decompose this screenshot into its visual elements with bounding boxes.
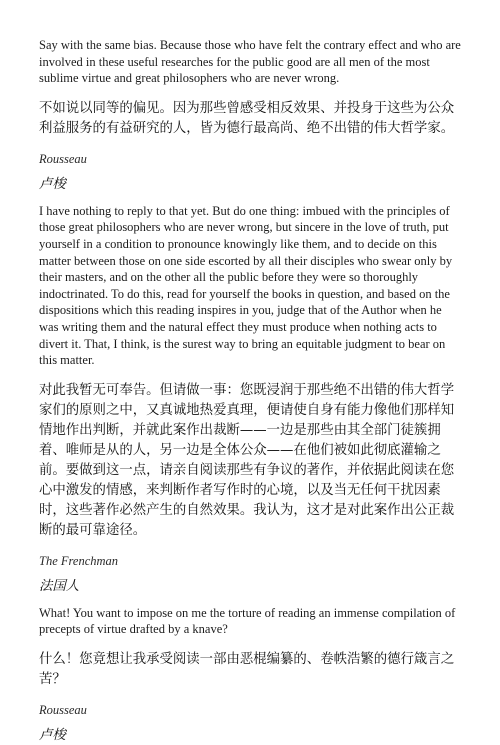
- speaker-name-chinese: 卢梭: [39, 176, 66, 192]
- english-paragraph: Say with the same bias. Because those who have felt the contrary effect and who are involved in these useful researches for the public good are all men of the most sublime virtue and great philosophers who are never wrong.: [39, 38, 461, 86]
- speaker-name-chinese: 卢梭: [39, 727, 66, 743]
- english-paragraph: I have nothing to reply to that yet. But do one thing: imbued with the principles of those great philosophers who are never wrong, but sincere in the love of truth, put yourself in a condition to pronounce knowingly like them, and to decide on this matter between those on one side escorted by all their disciples who swear only by their masters, and on the other all the public before they were so thoroughly indoctrinated. To do this, read for yourself the books in question, and based on the dispositions which this reading inspires in you, judge that of the Author when he was writing them and the natural effect they must produce when nothing acts to divert it. That, I think, is the surest way to bring an equitable judgment to bear on this matter.: [39, 203, 453, 368]
- speaker-name-english: Rousseau: [39, 702, 87, 717]
- chinese-paragraph: 不如说以同等的偏见。因为那些曾感受相反效果、并投身于这些为公众利益服务的有益研究的人，皆为德行最高尚、绝不出错的伟大哲学家。: [39, 100, 455, 136]
- speaker-name-chinese: 法国人: [39, 578, 80, 594]
- speaker-name-english: Rousseau: [39, 151, 87, 166]
- speaker-name-english: The Frenchman: [39, 553, 119, 568]
- chinese-paragraph: 什么！您竟想让我承受阅读一部由恶棍编纂的、卷帙浩繁的德行箴言之苦？: [39, 651, 455, 687]
- document-page: [39, 37, 463, 745]
- english-paragraph: What! You want to impose on me the torture of reading an immense compilation of precepts of virtue drafted by a knave?: [39, 605, 456, 637]
- chinese-paragraph: 对此我暂无可奉告。但请做一事：您既浸润于那些绝不出错的伟大哲学家们的原则之中，又真诚地热爱真理，便请使自身有能力像他们那样知情地作出判断，并就此案作出裁断——一边是那些由其全部门徒簇拥着、唯师是从的人，另一边是全体公众——在他们被如此彻底灌输之前。要做到这一点，请亲自阅读那些有争议的著作，并依据此阅读在您心中激发的情感，来判断作者写作时的心境，以及当无任何干扰因素时，这些著作必然产生的自然效果。我认为，这才是对此案作出公正裁断的最可靠途径。: [39, 382, 455, 538]
